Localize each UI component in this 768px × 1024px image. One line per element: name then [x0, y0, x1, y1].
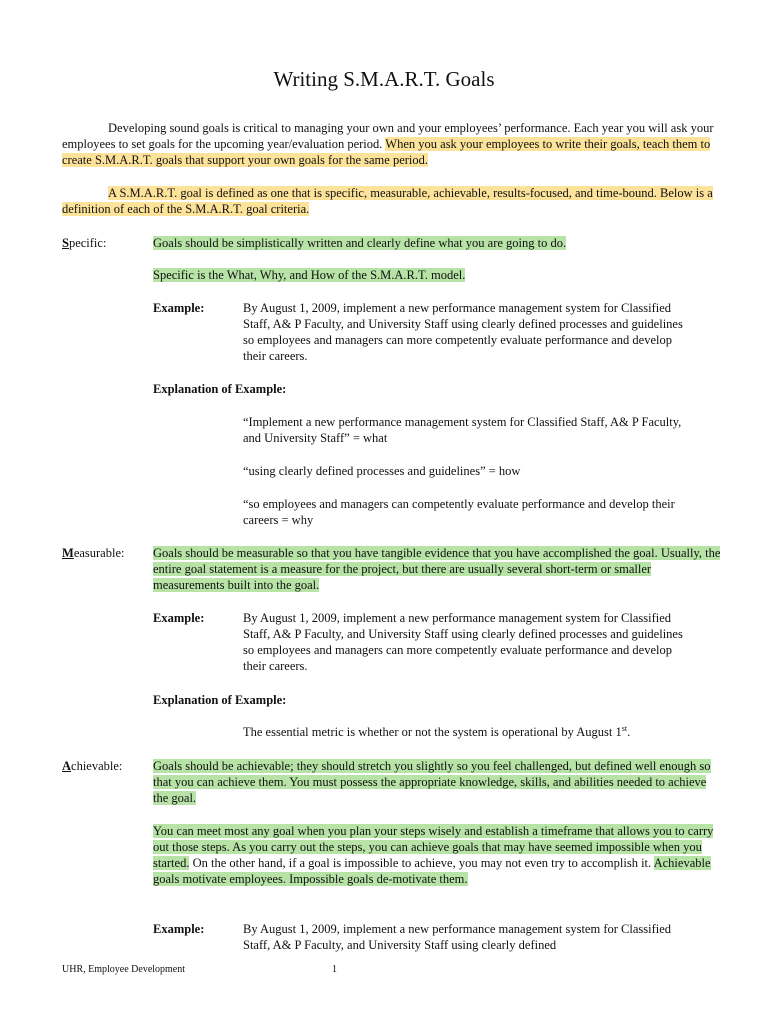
intro-paragraph-2: [62, 185, 722, 217]
intro-highlight: When you ask your employees to write their goals, teach them to create S.M.A.R.T. goals that support your own goals for the same period.: [62, 137, 711, 167]
document-title: Writing S.M.A.R.T. Goals: [273, 67, 495, 91]
specific-example-label: Example:: [153, 301, 205, 315]
measurable-definition: Goals should be measurable so that you have tangible evidence that you have accomplished the goal. Usually, the entire goal statement is a measure for the project, but there are usually several short-term or smaller measurements built into the goal.: [153, 546, 721, 592]
specific-example-text: By August 1, 2009, implement a new performance management system for Classified Staff, A& P Faculty, and University Staff using clearly defined processes and guidelines so employees and managers can more competently evaluate performance and develop their careers.: [243, 301, 683, 363]
specific-definition: Goals should be simplistically written and clearly define what you are going to do.: [153, 236, 567, 250]
achievable-label: Achievable:: [62, 759, 123, 773]
page-footer: [62, 964, 722, 976]
achievable-example-text: By August 1, 2009, implement a new performance management system for Classified Staff, A& P Faculty, and University Staff using clearly defined: [243, 922, 672, 952]
specific-label: Specific:: [62, 236, 107, 250]
achievable-example-label: Example:: [153, 922, 205, 936]
intro-paragraph-1: [62, 120, 722, 168]
measurable-example-text: By August 1, 2009, implement a new performance management system for Classified Staff, A& P Faculty, and University Staff using clearly defined processes and guidelines so employees and managers can more competently evaluate performance and develop their careers.: [243, 611, 683, 673]
achievable-definition: Goals should be achievable; they should stretch you slightly so you feel challenged, but defined well enough so that you can achieve them. You must possess the appropriate knowledge, skills, and abilities needed to achieve the goal.: [153, 759, 711, 805]
measurable-explanation-label: Explanation of Example:: [153, 693, 287, 707]
specific-explanation-label: Explanation of Example:: [153, 382, 287, 396]
specific-note: Specific is the What, Why, and How of the S.M.A.R.T. model.: [153, 268, 466, 282]
achievable-note: You can meet most any goal when you plan your steps wisely and establish a timeframe that allows you to carry out those steps. As you carry out the steps, you can achieve goals that may have seemed impossible when you started. On the other hand, if a goal is impossible to achieve, you may not even try to accomplish it. Achievable goals motivate employees. Impossible goals de-motivate them.: [153, 824, 714, 886]
measurable-explanation-metric: The essential metric is whether or not the system is operational by August 1st.: [243, 723, 631, 739]
smart-definition: A S.M.A.R.T. goal is defined as one that is specific, measurable, achievable, results-focused, and time-bound. Below is a definition of each of the S.M.A.R.T. goal criteria.: [62, 186, 713, 216]
specific-explanation-what: “Implement a new performance management system for Classified Staff, A& P Faculty, and University Staff” = what: [243, 415, 682, 445]
intro-text: Developing sound goals is critical to managing your own and your employees’ performance. Each year you will ask your employees to set goals for the upcoming year/evaluation period.: [62, 121, 714, 151]
specific-explanation-why: “so employees and managers can competently evaluate performance and develop their careers = why: [243, 497, 675, 527]
specific-explanation-how: “using clearly defined processes and guidelines” = how: [243, 464, 521, 478]
measurable-label: Measurable:: [62, 546, 125, 560]
page-number: 1: [332, 964, 337, 975]
measurable-example-label: Example:: [153, 611, 205, 625]
footer-organization: UHR, Employee Development: [62, 964, 186, 975]
